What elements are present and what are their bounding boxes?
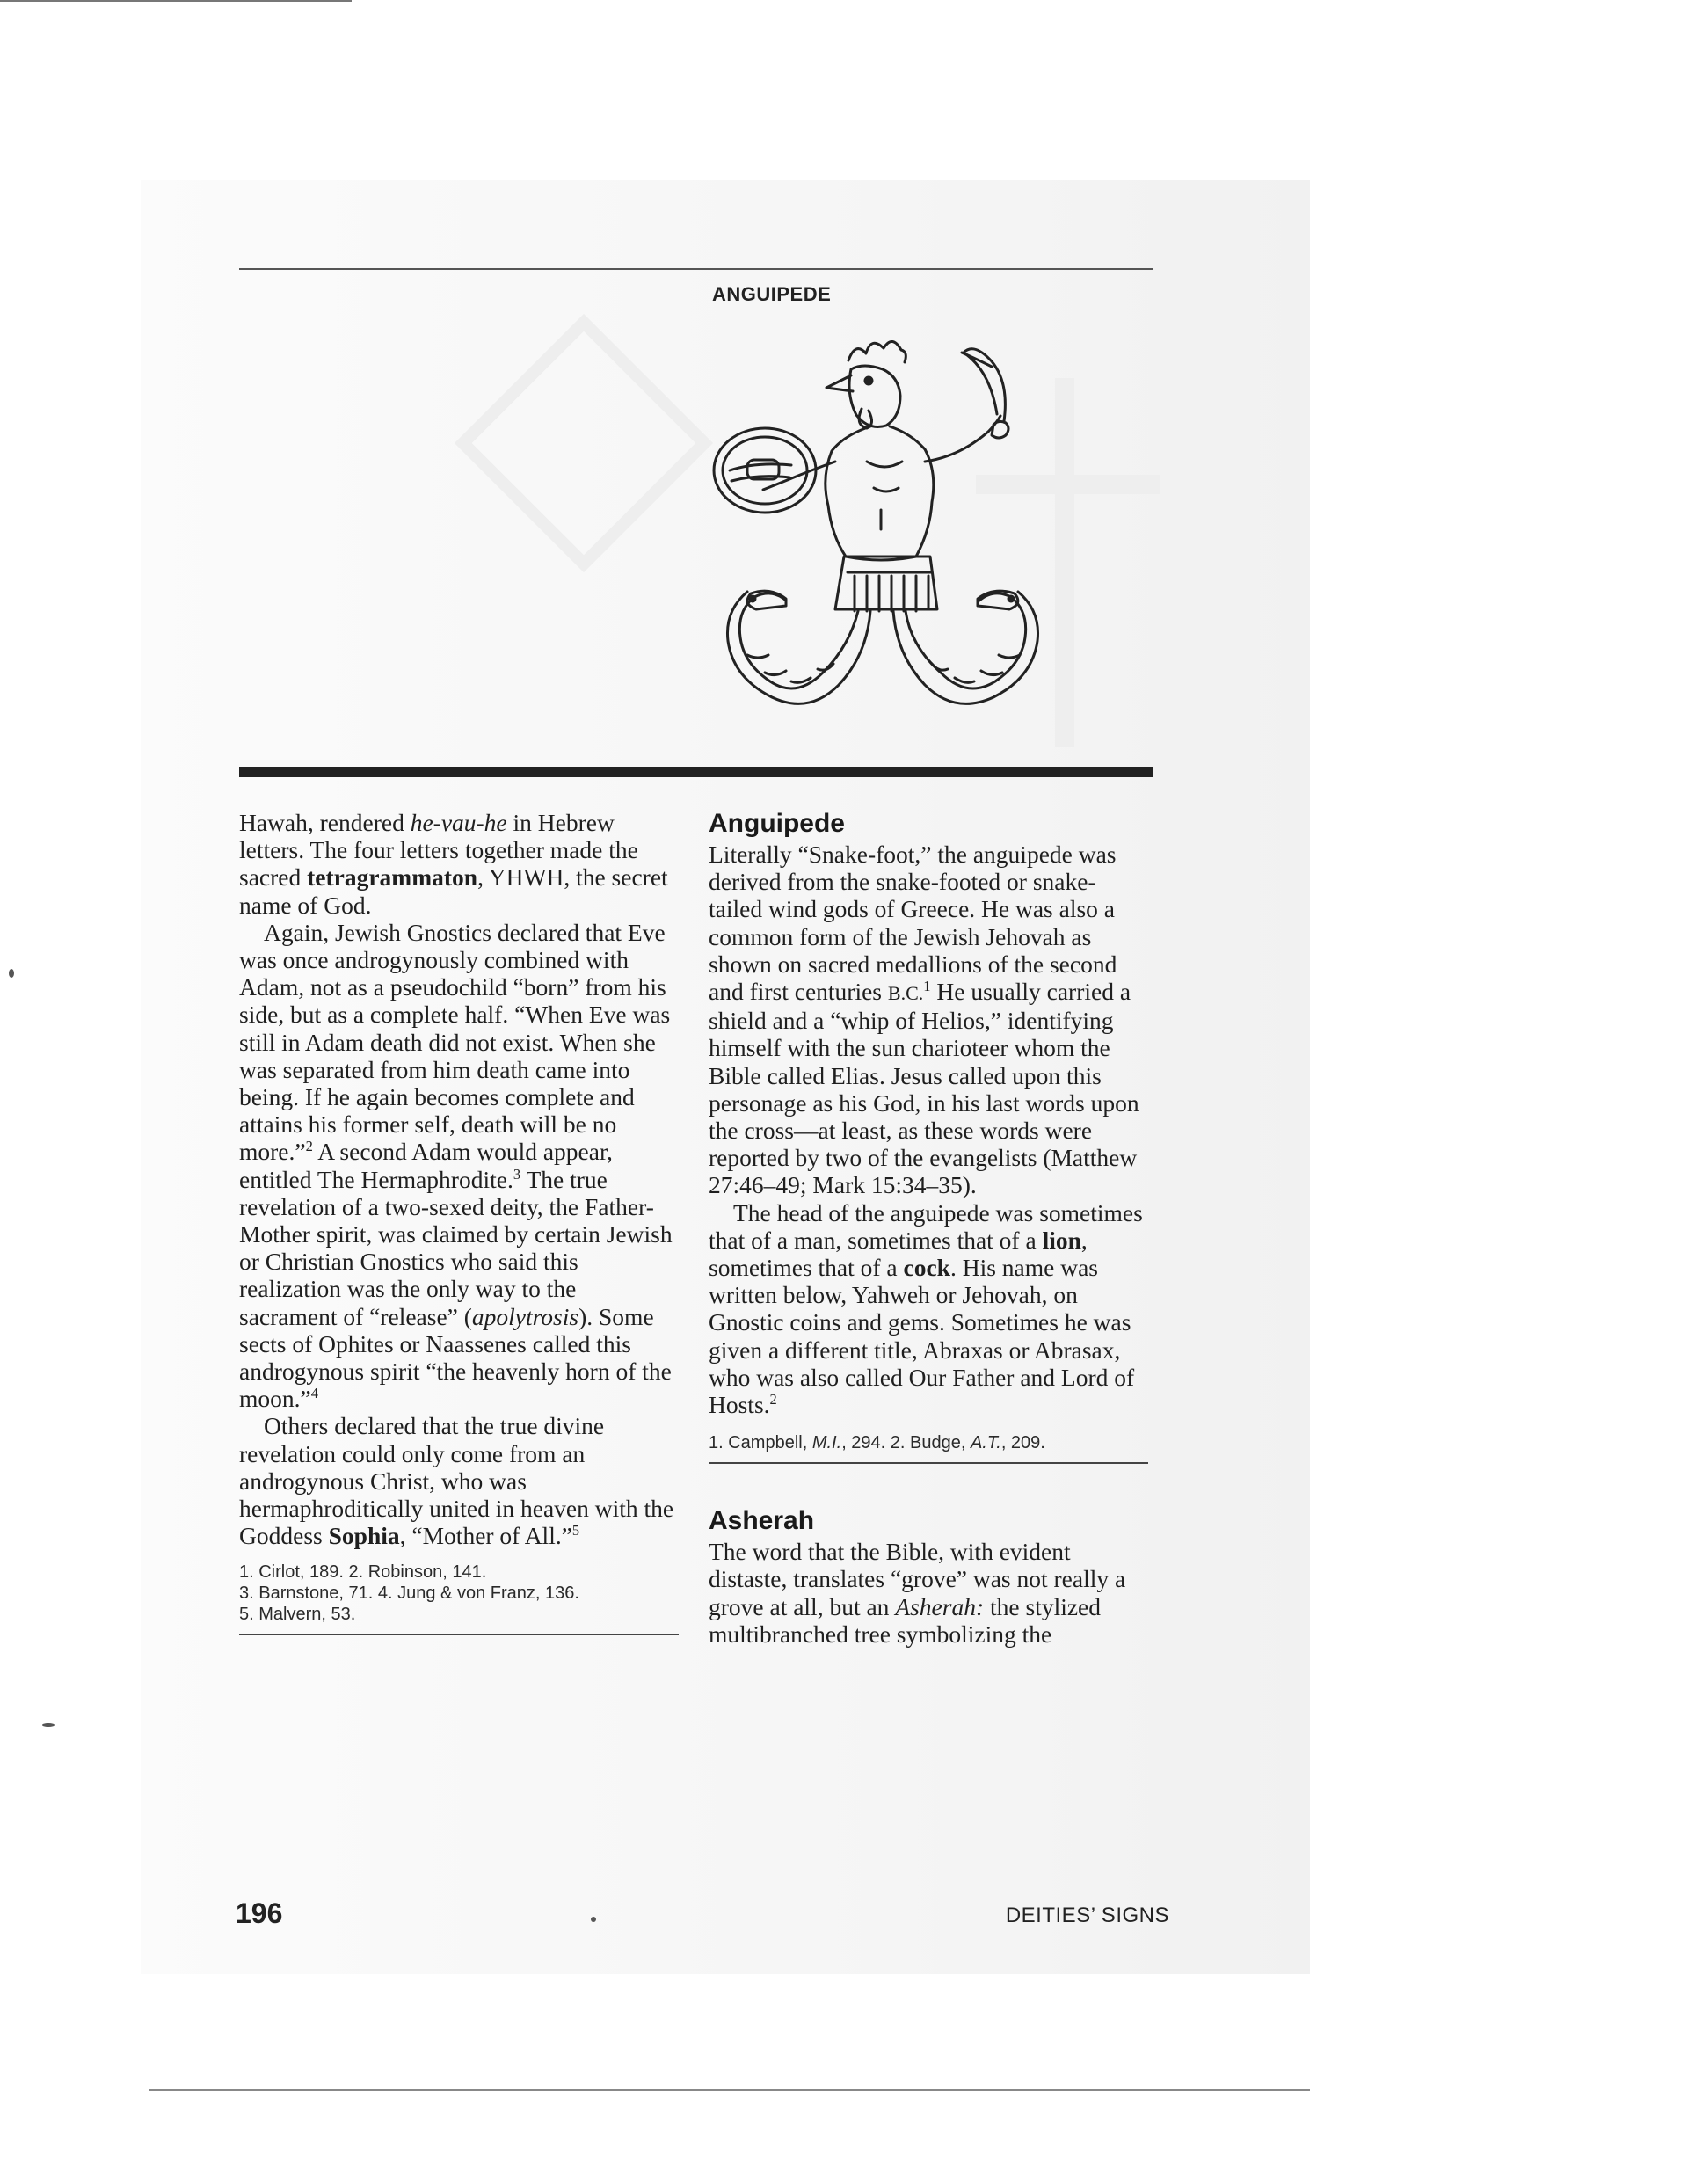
paragraph [239,1412,679,1549]
text-run: lion [1042,1226,1081,1254]
text-run: , 294. 2. Budge, [841,1433,971,1453]
section-rule [239,767,1153,777]
text-run: , “Mother of All.” [399,1522,572,1550]
asherah-entry [709,1506,1148,1648]
text-run: Others declared that the true divine revelation could only come from an androgynous Christ, who was hermaphroditically united in heaven with the Goddess [239,1412,674,1550]
footnote-marker: 1 [923,977,931,994]
text-run: B.C. [887,982,924,1005]
footnote-marker: 2 [769,1390,777,1408]
scan-speck [42,1723,55,1727]
text-run: apolytrosis [471,1302,579,1330]
text-run: Literally “Snake-foot,” the anguipede was derived from the snake-footed or snake-tailed wind gods of Greece. He was also a common form of the Jewish Jehovah as shown on sacred medallions of the second and first centuries [709,841,1117,1006]
footnote-marker: 5 [571,1522,580,1540]
sign-caption: ANGUIPEDE [712,283,832,305]
footnote-rule [709,1462,1148,1464]
text-run: Again, Jewish Gnostics declared that Eve was once androgynously combined with Adam, not as a pseudochild “born” from his side, but as a complete half. “When Eve was still in Adam death did not exist. When she was separated from him death came into being. If he again becomes complete and attains his former self, death will be no more.” [239,918,671,1166]
page-number: 196 [236,1897,283,1929]
text-run: The head of the anguipede was sometimes that of a man, sometimes that of a [709,1198,1143,1254]
header-rule [239,268,1153,270]
paragraph [709,1538,1148,1648]
text-run: The word that the Bible, with evident distaste, translates “grove” was not really a grove at all, but an [709,1538,1126,1620]
footnote-line: 5. Malvern, 53. [239,1605,356,1625]
paragraph [239,919,679,1413]
text-run: he-vau-he [410,809,507,836]
right-column [709,809,1148,1648]
text-run: The true revelation of a two-sexed deity, the Father-Mother spirit, was claimed by certain Jewish or Christian Gnostics who said this realization was the only way to the sacrament of “release” ( [239,1165,673,1330]
anguipede-figure-icon [695,321,1099,739]
entry-title-asherah: Asherah [709,1506,815,1536]
text-run: ). Some sects of Ophites or Naassenes called this androgynous spirit “the heavenly horn of the moon.” [239,1302,672,1413]
scan-speck [9,969,14,978]
text-run: , 209. [1000,1433,1045,1453]
text-run: cock [903,1254,950,1282]
text-run: A second Adam would appear, entitled The Hermaphrodite. [239,1138,613,1193]
paragraph [709,841,1148,1199]
text-run: He usually carried a shield and a “whip of Helios,” identifying himself with the sun charioteer whom the Bible called Elias. Jesus called upon this personage as his God, in his last words upon the cross—at least, as these words were reported by two of the evangelists (Matthew 27:46–49; Mark 15:34–35). [709,978,1139,1199]
text-run: Sophia [328,1522,400,1550]
text-run: in Hebrew letters. The four letters together made the sacred [239,809,638,892]
paragraph [709,1432,1148,1453]
text-run: , sometimes that of a [709,1226,1088,1282]
text-run: , YHWH, the secret name of God. [239,863,668,919]
footnote-rule [239,1634,679,1635]
text-run: 1. Campbell, [709,1433,812,1453]
left-column [239,809,679,1635]
footnote-marker: 3 [513,1165,521,1183]
text-run: Asherah: [895,1592,985,1620]
asherah-entry-text [709,1538,1148,1648]
footnote-marker: 2 [305,1138,313,1155]
footnote-marker: 4 [310,1385,318,1402]
entry-title-anguipede: Anguipede [709,809,845,838]
anguipede-entry-text [709,841,1148,1418]
scan-speck [591,1917,596,1922]
scan-edge-line [0,0,352,2]
left-column-text [239,809,679,1549]
footnote-line: 3. Barnstone, 71. 4. Jung & von Franz, 136. [239,1583,579,1604]
text-run: . His name was written below, Yahweh or Jehovah, on Gnostic coins and gems. Sometimes he was given a different title, Abraxas or Abrasax, who was also called Our Father and Lord of Hosts. [709,1254,1135,1419]
text-run: M.I. [811,1433,842,1453]
anguipede-footnotes [709,1432,1148,1453]
text-run: Hawah, rendered [239,809,411,836]
running-title: DEITIES’ SIGNS [1005,1904,1169,1927]
paragraph [239,809,679,919]
text-run: tetragrammaton [307,863,478,892]
text-run: A.T. [970,1433,1001,1453]
paragraph [709,1199,1148,1419]
scan-bottom-line [149,2089,1310,2091]
left-footnotes [239,1562,679,1625]
footnote-line: 1. Cirlot, 189. 2. Robinson, 141. [239,1562,487,1583]
text-run: the stylized multibranched tree symbolizing the [709,1592,1102,1648]
